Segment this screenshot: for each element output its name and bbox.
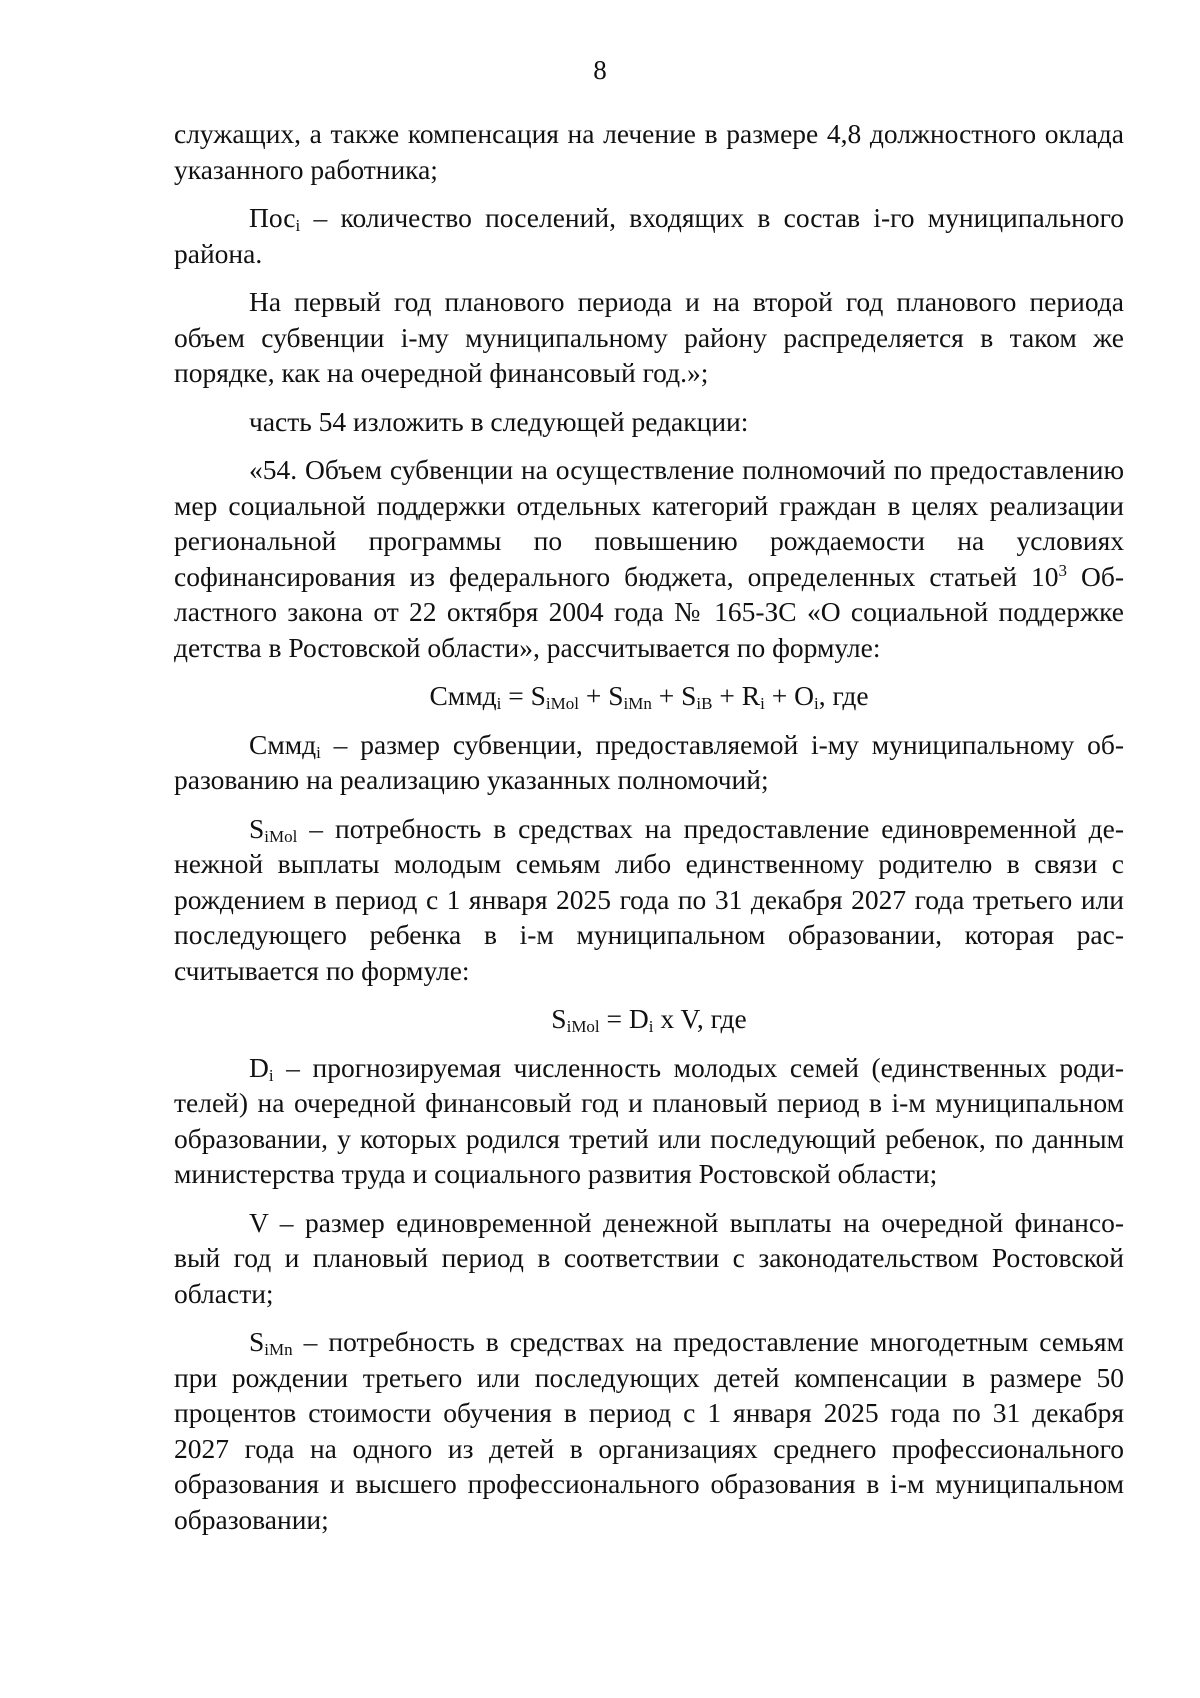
formula-subscript: i	[496, 694, 502, 713]
paragraph-simol-definition	[174, 811, 1124, 989]
formula-subscript: iMol	[545, 694, 579, 713]
part-54-text-before: «54. Объем субвенции на осуществление полномочий по предоставлению мер социальной поддержки отдельных категорий граждан в целях реализации региональной программы по повышению рождаемости на условиях софинансирования из федерального бюджета, определенных статьей 10	[174, 454, 1124, 592]
formula-term: S	[551, 1003, 567, 1034]
symbol-simn: S	[249, 1326, 265, 1357]
article-superscript: 3	[1058, 560, 1067, 580]
simol-definition-text: – потребность в средствах на предоставление единовременной денежной выплаты молодым семьям либо единственному родителю в связи с рождением в период с 1 января 2025 года по 31 декабря 2027 года третьего или последующего ребенка в i-м муниципальном образовании, которая рассчитывается по формуле:	[174, 812, 1124, 986]
paragraph-pos-definition	[174, 200, 1124, 271]
formula-term: = D	[599, 1003, 649, 1034]
formula-subscript: iMol	[566, 1017, 600, 1036]
paragraph-planning-period: На первый год планового периода и на второй год планового периода объем субвенции i-му муниципальному району распределяется в таком же порядке, как на очередной финансовый год.»;	[174, 286, 1124, 388]
document-body	[174, 116, 1124, 1550]
part-54-text-after: Областного закона от 22 октября 2004 года № 165-ЗС «О социальной поддержке детства в Ростовской области», рассчитывается по формуле:	[174, 560, 1124, 663]
symbol-cmmd: Cммд	[249, 728, 317, 760]
symbol-simn-subscript: iMn	[264, 1340, 293, 1359]
paragraph-part-54	[174, 452, 1124, 665]
paragraph-simn-definition	[174, 1324, 1124, 1537]
formula-subscript: iMn	[623, 694, 652, 713]
formula-subscript: i	[648, 1017, 654, 1036]
symbol-di: D	[249, 1051, 269, 1083]
paragraph-cmmd-definition	[174, 727, 1124, 798]
symbol-simol-subscript: iMol	[264, 826, 298, 846]
formula-term: + S	[651, 680, 697, 711]
formula-term: Cммд	[429, 680, 497, 711]
paragraph-di-definition	[174, 1050, 1124, 1192]
paragraph-continuation: служащих, а также компенсация на лечение в размере 4,8 должностного оклада указанного работника;	[174, 118, 1124, 185]
symbol-pos-subscript: i	[295, 216, 301, 235]
formula-subscript: i	[760, 694, 765, 713]
symbol-pos: Пос	[249, 202, 296, 233]
paragraph-v-definition: V – размер единовременной денежной выплаты на очередной финансовый год и плановый период в соответствии с законодательством Ростовской области;	[174, 1206, 1124, 1309]
page-number: 8	[593, 55, 607, 85]
pos-definition-text: – количество поселений, входящих в состав i-го муниципального района.	[174, 202, 1124, 269]
formula-subscript: i	[813, 694, 819, 713]
formula-simol	[174, 1001, 1124, 1037]
formula-cmmd	[174, 678, 1124, 714]
formula-term: + O	[764, 680, 814, 711]
di-definition-text: – прогнозируемая численность молодых семей (единственных родителей) на очередной финансовый год и плановый период в i-м муниципальном образовании, у которых родился третий или последующий ребенок, по данным министерства труда и социального развития Ростовской области;	[174, 1051, 1124, 1189]
symbol-cmmd-subscript: i	[316, 742, 321, 762]
cmmd-definition-text: – размер субвенции, предоставляемой i-му муниципальному образованию на реализацию указанных полномочий;	[174, 728, 1124, 795]
paragraph-part-54-instruction: часть 54 изложить в следующей редакции:	[249, 405, 749, 437]
formula-term: + R	[712, 680, 761, 711]
formula-term: , где	[818, 680, 869, 711]
simn-definition-text: – потребность в средствах на предоставление многодетным семьям при рождении третьего или последующих детей компенсации в размере 50 процентов стоимости обучения в период с 1 января 2025 года по 31 декабря 2027 года на одного из детей в организациях среднего профессионального образования и высшего профессионального образования в i-м муниципальном образовании;	[174, 1326, 1124, 1535]
symbol-simol: S	[249, 812, 265, 844]
formula-term: x V, где	[653, 1003, 747, 1034]
symbol-di-subscript: i	[268, 1065, 274, 1085]
formula-term: + S	[578, 680, 624, 711]
formula-term: = S	[501, 680, 546, 711]
formula-subscript: iB	[696, 694, 713, 713]
